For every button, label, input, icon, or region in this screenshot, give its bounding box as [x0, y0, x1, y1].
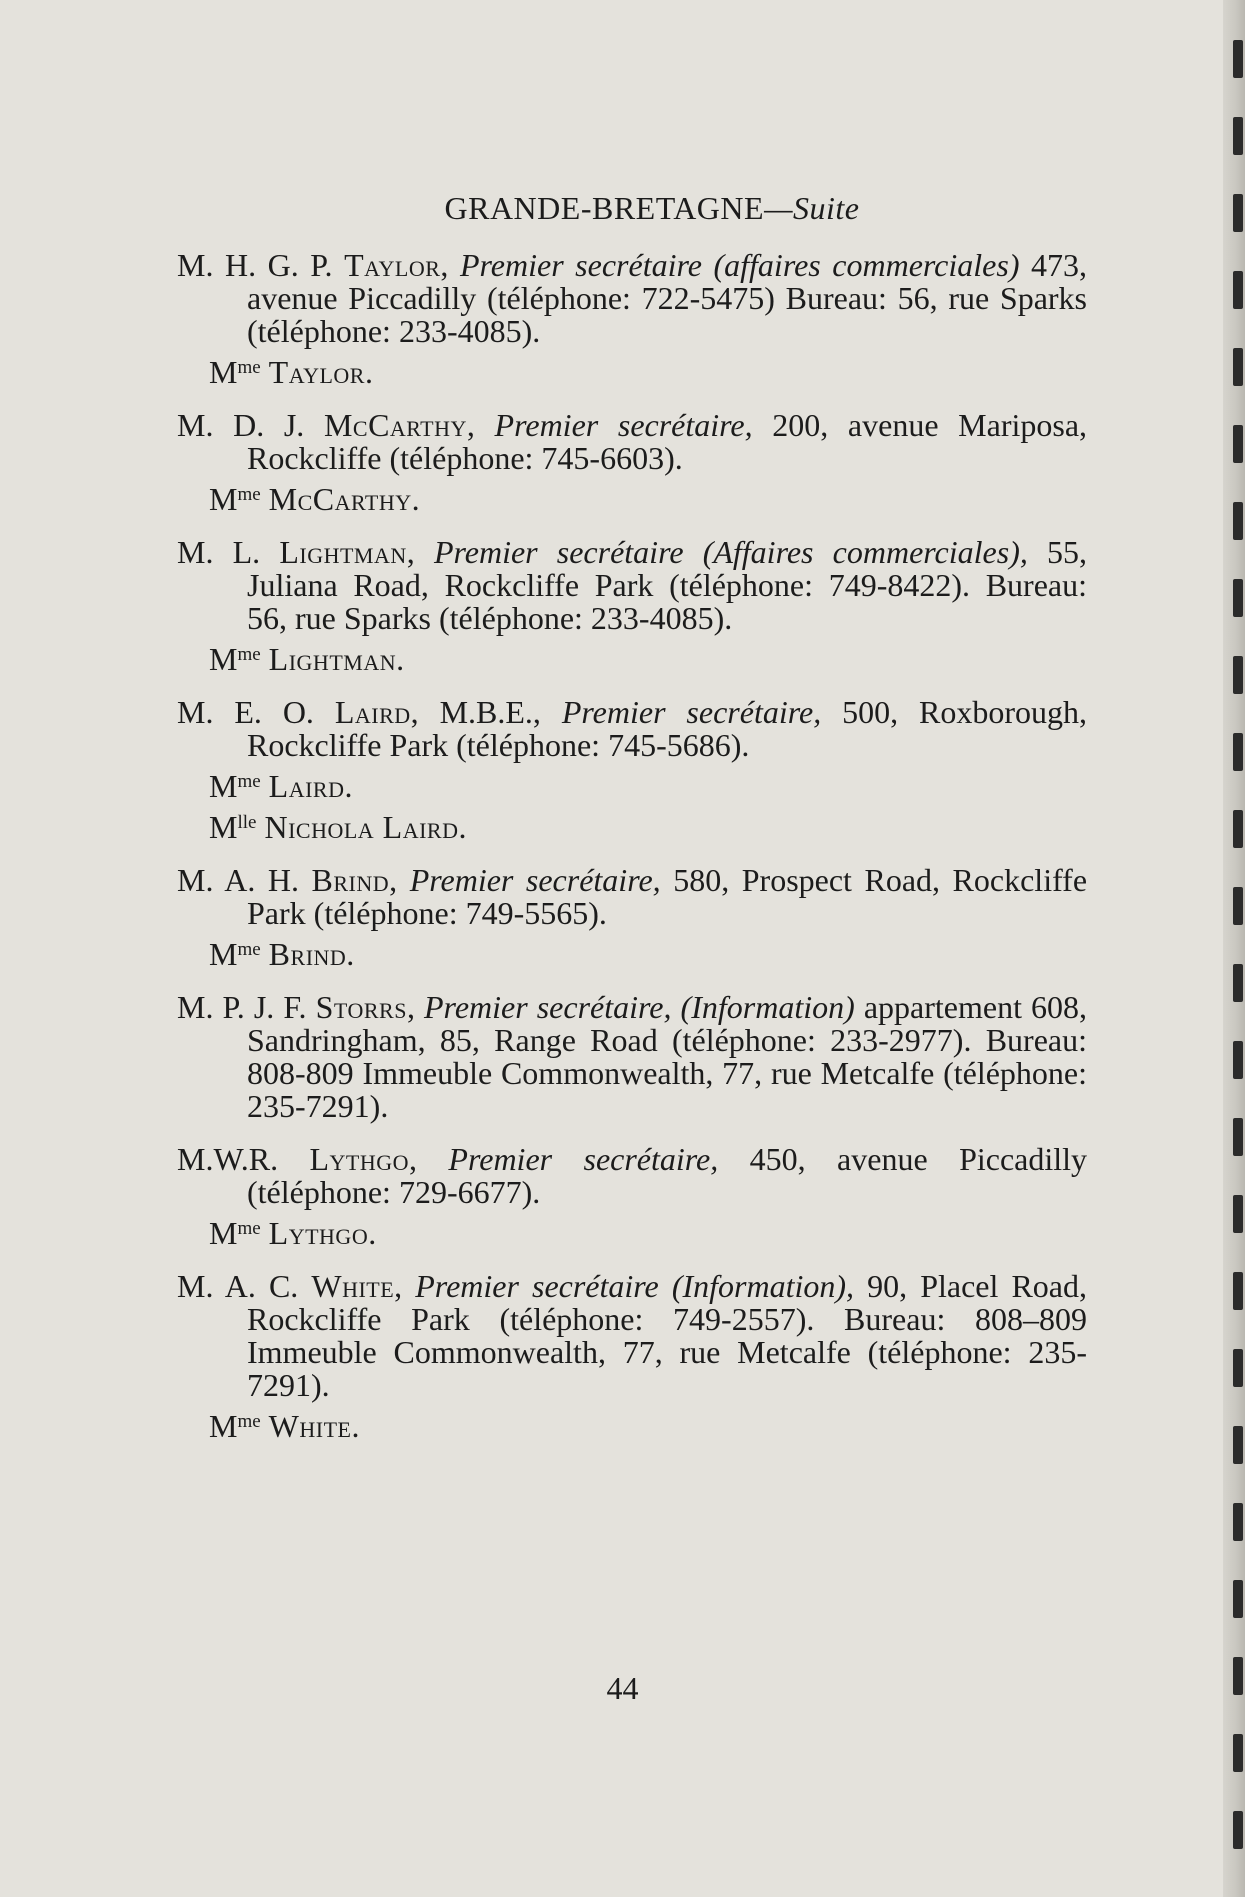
heading-country: GRANDE-BRETAGNE: [444, 190, 765, 226]
directory-entry: [177, 864, 1087, 971]
spouse-name: Lythgo.: [268, 1215, 377, 1251]
spouse-name: White.: [268, 1408, 360, 1444]
spouse-line: [209, 1410, 1087, 1443]
honorific-suffix: me: [237, 1218, 261, 1239]
directory-entry: [177, 991, 1087, 1123]
entry-details: 500, Roxborough, Rockcliffe Park (téléphone: 745-5686).: [247, 694, 1088, 763]
honorific-suffix: me: [237, 644, 261, 665]
entry-text: [177, 409, 1087, 475]
entry-prefix: M. A. C.: [177, 1268, 312, 1304]
binding-ring: [1233, 733, 1243, 771]
binding-ring: [1233, 40, 1243, 78]
entry-name: McCarthy: [323, 407, 467, 443]
spouse-name: Brind.: [268, 936, 355, 972]
binding-ring: [1233, 810, 1243, 848]
binding-ring: [1233, 887, 1243, 925]
honorific: M: [209, 768, 238, 804]
entry-title: Premier secrétaire,: [448, 1141, 719, 1177]
honorific: M: [209, 481, 238, 517]
spouse-line: [209, 356, 1087, 389]
entry-separator: , M.B.E.,: [410, 694, 562, 730]
honorific: M: [209, 1408, 238, 1444]
entry-name: Lythgo: [309, 1141, 410, 1177]
binding-ring: [1233, 1580, 1243, 1618]
entry-name: Taylor: [344, 247, 441, 283]
honorific-suffix: lle: [237, 812, 257, 833]
entry-prefix: M. L.: [177, 534, 280, 570]
entry-prefix: M. A. H.: [177, 862, 312, 898]
binding-ring: [1233, 271, 1243, 309]
entry-details: 450, avenue Piccadilly (téléphone: 729-6677).: [247, 1141, 1088, 1210]
honorific-suffix: me: [237, 771, 261, 792]
directory-entry: [177, 696, 1087, 844]
honorific: M: [209, 354, 238, 390]
binding-ring: [1233, 964, 1243, 1002]
honorific: M: [209, 936, 238, 972]
heading-suite: —Suite: [764, 190, 860, 226]
binding-ring: [1233, 1272, 1243, 1310]
spouse-name: Laird.: [268, 768, 353, 804]
honorific: M: [209, 1215, 238, 1251]
spouse-name: Taylor.: [268, 354, 374, 390]
entry-name: Lightman: [279, 534, 407, 570]
honorific-suffix: me: [237, 484, 261, 505]
entry-title: Premier secrétaire (Affaires commerciales),: [433, 534, 1028, 570]
spouse-name: Nichola Laird.: [264, 809, 467, 845]
entry-separator: ,: [406, 989, 424, 1025]
entry-title: Premier secrétaire,: [494, 407, 753, 443]
entry-separator: ,: [440, 247, 460, 283]
section-heading: [177, 190, 1087, 227]
entry-prefix: M. E. O.: [177, 694, 335, 730]
honorific: M: [209, 809, 238, 845]
page-content: [177, 190, 1087, 1463]
binding-ring: [1233, 579, 1243, 617]
entry-text: [177, 249, 1087, 348]
spouse-line: [209, 938, 1087, 971]
binding-ring: [1233, 1195, 1243, 1233]
entry-details: appartement 608, Sandringham, 85, Range Road (téléphone: 233-2977). Bureau: 808-809 Immeuble Commonwealth, 77, rue Metcalfe (téléphone: 235-7291).: [247, 989, 1088, 1124]
spouse-line: [209, 770, 1087, 803]
honorific-suffix: me: [237, 357, 261, 378]
page-number: 44: [606, 1670, 639, 1706]
honorific-suffix: me: [237, 939, 261, 960]
spouse-line: [209, 483, 1087, 516]
entry-text: [177, 696, 1087, 762]
entry-details: 200, avenue Mariposa, Rockcliffe (téléphone: 745-6603).: [247, 407, 1088, 476]
binding-ring: [1233, 425, 1243, 463]
spouse-name: Lightman.: [268, 641, 405, 677]
entry-prefix: M.W.R.: [177, 1141, 310, 1177]
binding-ring: [1233, 1118, 1243, 1156]
spiral-binding: [1223, 0, 1245, 1897]
directory-entry: [177, 409, 1087, 516]
entry-text: [177, 1270, 1087, 1402]
entry-name: Laird: [334, 694, 411, 730]
binding-ring: [1233, 117, 1243, 155]
binding-ring: [1233, 1349, 1243, 1387]
entry-text: [177, 536, 1087, 635]
spouse-name: McCarthy.: [268, 481, 421, 517]
binding-ring: [1233, 1811, 1243, 1849]
binding-ring: [1233, 348, 1243, 386]
entry-title: Premier secrétaire (affaires commerciales): [459, 247, 1020, 283]
spouse-line: [209, 643, 1087, 676]
entry-separator: ,: [466, 407, 495, 443]
entry-separator: ,: [394, 1268, 416, 1304]
entry-title: Premier secrétaire, (Information): [424, 989, 855, 1025]
binding-ring: [1233, 1426, 1243, 1464]
honorific: M: [209, 641, 238, 677]
binding-ring: [1233, 502, 1243, 540]
binding-ring: [1233, 194, 1243, 232]
entry-separator: ,: [409, 1141, 449, 1177]
directory-entry: [177, 1143, 1087, 1250]
entry-title: Premier secrétaire,: [561, 694, 822, 730]
spouse-line: [209, 1217, 1087, 1250]
entry-details: 55, Juliana Road, Rockcliffe Park (téléphone: 749-8422). Bureau: 56, rue Sparks (téléphone: 233-4085).: [247, 534, 1088, 636]
directory-entry: [177, 249, 1087, 389]
entry-text: [177, 1143, 1087, 1209]
entry-details: 90, Placel Road, Rockcliffe Park (téléphone: 749-2557). Bureau: 808–809 Immeuble Commonwealth, 77, rue Metcalfe (téléphone: 235-7291).: [247, 1268, 1088, 1403]
entry-separator: ,: [406, 534, 434, 570]
binding-ring: [1233, 1041, 1243, 1079]
binding-ring: [1233, 1734, 1243, 1772]
entry-separator: ,: [389, 862, 410, 898]
binding-ring: [1233, 1503, 1243, 1541]
entry-prefix: M. P. J. F.: [177, 989, 316, 1025]
entry-text: [177, 864, 1087, 930]
entry-name: White: [311, 1268, 395, 1304]
entry-name: Storrs: [315, 989, 407, 1025]
directory-entry: [177, 536, 1087, 676]
entry-title: Premier secrétaire,: [409, 862, 661, 898]
entry-name: Brind: [311, 862, 390, 898]
spouse-line: [209, 811, 1087, 844]
entry-details: 473, avenue Piccadilly (téléphone: 722-5475) Bureau: 56, rue Sparks (téléphone: 233-4085).: [247, 247, 1088, 349]
binding-ring: [1233, 656, 1243, 694]
honorific-suffix: me: [237, 1411, 261, 1432]
entry-prefix: M. H. G. P.: [177, 247, 345, 283]
entry-details: 580, Prospect Road, Rockcliffe Park (téléphone: 749-5565).: [247, 862, 1088, 931]
entry-list: [177, 249, 1087, 1443]
entry-text: [177, 991, 1087, 1123]
directory-entry: [177, 1270, 1087, 1443]
entry-prefix: M. D. J.: [177, 407, 324, 443]
entry-title: Premier secrétaire (Information),: [415, 1268, 855, 1304]
